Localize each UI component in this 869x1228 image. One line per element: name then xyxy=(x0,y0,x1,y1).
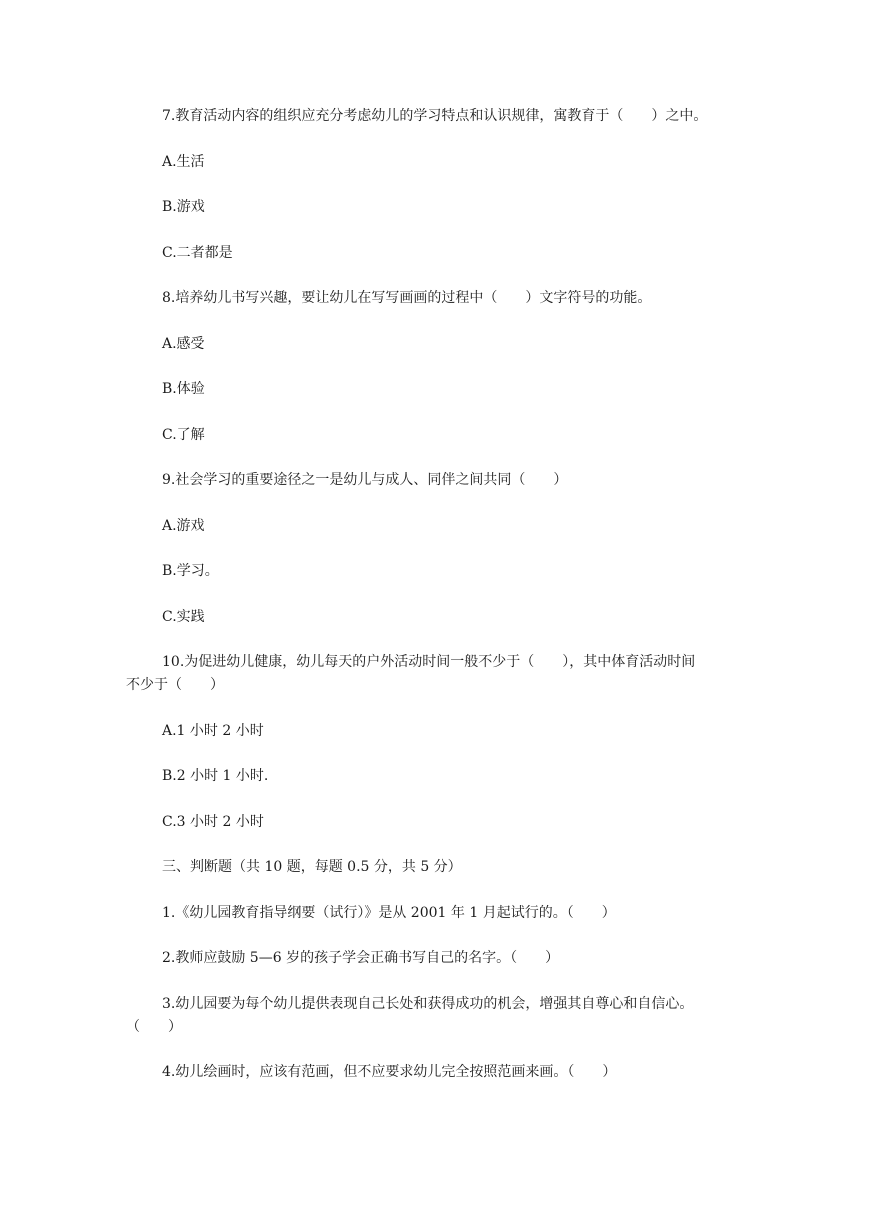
question-8-option-a: A.感受 xyxy=(162,336,205,352)
question-9-stem: 9.社会学习的重要途径之一是幼儿与成人、同伴之间共同（ ） xyxy=(162,472,568,488)
judgment-item-2: 2.教师应鼓励 5—6 岁的孩子学会正确书写自己的名字。（ ） xyxy=(162,950,560,966)
question-7-option-c: C.二者都是 xyxy=(162,245,233,261)
question-7-stem: 7.教育活动内容的组织应充分考虑幼儿的学习特点和认识规律，寓教育于（ ）之中。 xyxy=(162,108,708,124)
judgment-item-1: 1.《幼儿园教育指导纲要（试行）》是从 2001 年 1 月起试行的。（ ） xyxy=(162,905,616,921)
judgment-item-3-line2: （ ） xyxy=(126,1019,182,1035)
judgment-item-3-line1: 3.幼儿园要为每个幼儿提供表现自己长处和获得成功的机会，增强其自尊心和自信心。 xyxy=(162,996,694,1012)
judgment-item-4: 4.幼儿绘画时，应该有范画，但不应要求幼儿完全按照范画来画。（ ） xyxy=(162,1064,617,1080)
question-7-option-a: A.生活 xyxy=(162,154,205,170)
question-10-option-b: B.2 小时 1 小时. xyxy=(162,768,269,784)
question-10-stem-line1: 10.为促进幼儿健康，幼儿每天的户外活动时间一般不少于（ ），其中体育活动时间 xyxy=(162,654,696,670)
question-8-option-b: B.体验 xyxy=(162,381,205,397)
question-7-option-b: B.游戏 xyxy=(162,199,205,215)
question-8-option-c: C.了解 xyxy=(162,427,205,443)
question-10-option-c: C.3 小时 2 小时 xyxy=(162,814,264,830)
section-3-heading: 三、判断题（共 10 题，每题 0.5 分，共 5 分） xyxy=(162,859,462,875)
question-10-stem-line2: 不少于（ ） xyxy=(126,677,224,693)
question-9-option-c: C.实践 xyxy=(162,609,205,625)
question-9-option-b: B.学习。 xyxy=(162,563,219,579)
question-9-option-a: A.游戏 xyxy=(162,518,205,534)
question-8-stem: 8.培养幼儿书写兴趣，要让幼儿在写写画画的过程中（ ）文字符号的功能。 xyxy=(162,290,652,306)
question-10-option-a: A.1 小时 2 小时 xyxy=(162,723,264,739)
